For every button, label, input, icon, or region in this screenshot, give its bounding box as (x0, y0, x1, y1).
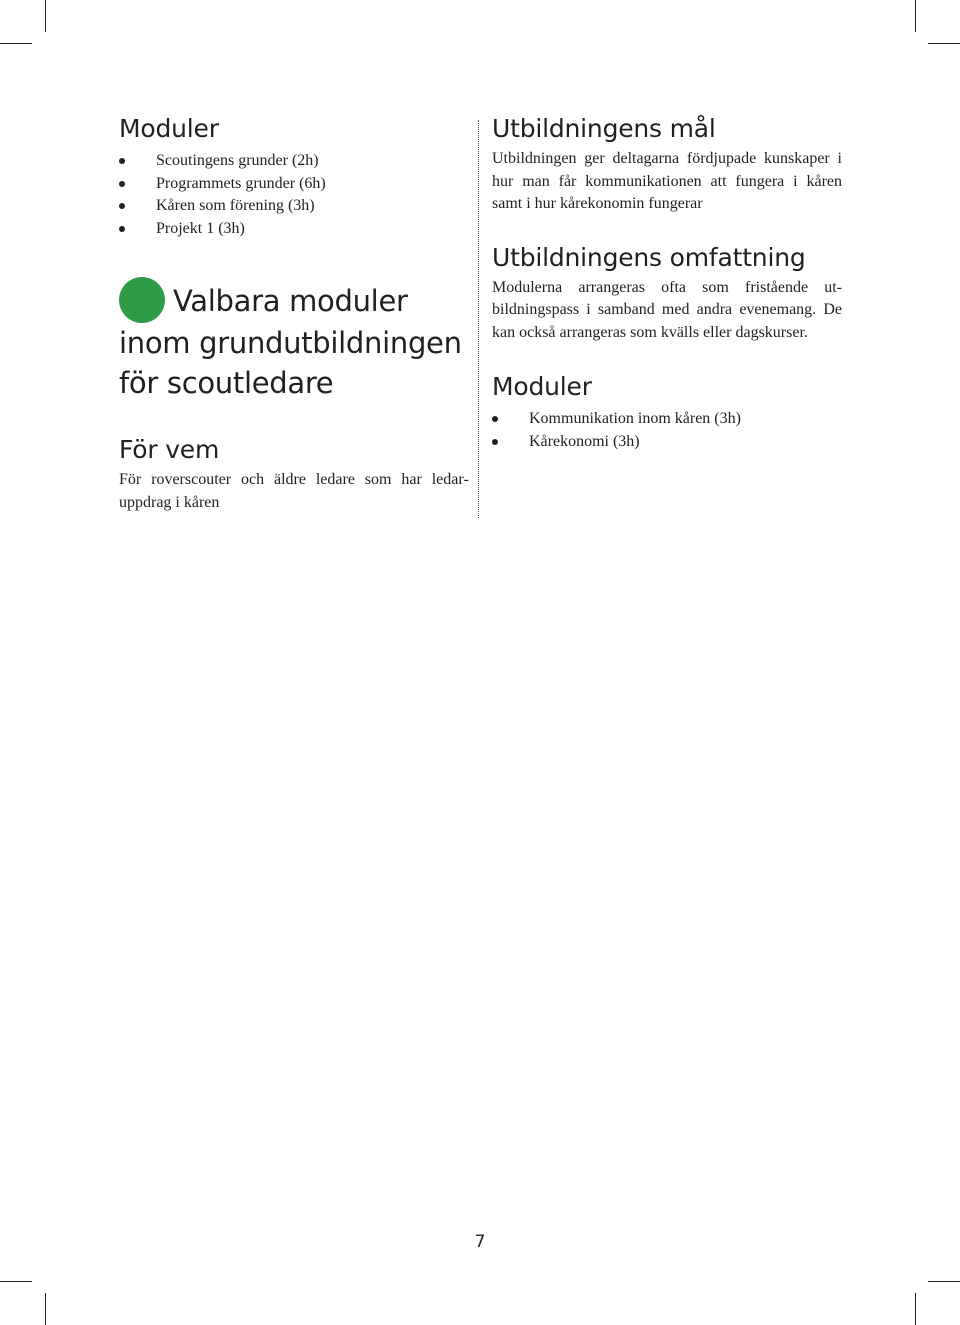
list-item: Kåren som förening (3h) (119, 195, 469, 218)
list-item: Kommunikation inom kåren (3h) (492, 408, 842, 431)
bullet-icon (492, 416, 498, 422)
audience-section (119, 433, 469, 514)
crop-mark (0, 1281, 32, 1282)
bullet-icon (119, 226, 125, 232)
crop-mark (0, 43, 32, 44)
crop-mark (45, 1293, 46, 1325)
right-column (492, 112, 842, 453)
list-item: Scoutingens grunder (2h) (119, 150, 469, 173)
track-title: Valbara moduler inom grundutbildningen för scoutledare (119, 277, 469, 403)
audience-text: För roverscouter och äldre ledare som har ledaruppdrag i kåren (119, 471, 469, 511)
left-modules-heading: Moduler (119, 114, 219, 143)
scope-heading: Utbildningens omfattning (492, 242, 806, 272)
right-modules-heading: Moduler (492, 372, 592, 401)
right-modules-section (492, 370, 842, 453)
goal-section (492, 112, 842, 216)
list-item: Projekt 1 (3h) (119, 218, 469, 241)
audience-heading: För vem (119, 435, 220, 464)
goal-heading: Utbildningens mål (492, 114, 716, 143)
scope-section (492, 241, 842, 345)
green-circle-icon (119, 277, 165, 323)
column-divider (478, 120, 479, 518)
left-modules-list (119, 150, 469, 240)
list-item: Programmets grunder (6h) (119, 173, 469, 196)
crop-mark (915, 0, 916, 32)
crop-mark (928, 43, 960, 44)
bullet-icon (119, 181, 125, 187)
crop-mark (45, 0, 46, 32)
crop-mark (915, 1293, 916, 1325)
left-column (119, 112, 469, 514)
bullet-icon (119, 158, 125, 164)
page-number: 7 (474, 1232, 486, 1252)
left-modules-section (119, 112, 469, 240)
bullet-icon (119, 203, 125, 209)
list-item: Kårekonomi (3h) (492, 431, 842, 454)
goal-text: Utbildningen ger deltagarna fördjupade kunskaper i hur man får kommunikationen att fungera i kåren samt i hur kårekonomin fungerar (492, 150, 842, 212)
bullet-icon (492, 439, 498, 445)
right-modules-list (492, 408, 842, 453)
scope-text: Modulerna arrangeras ofta som fristående utbildningspass i samband med andra evenemang. De kan också arrangeras som kvälls eller dagskurser. (492, 278, 842, 341)
crop-mark (928, 1281, 960, 1282)
